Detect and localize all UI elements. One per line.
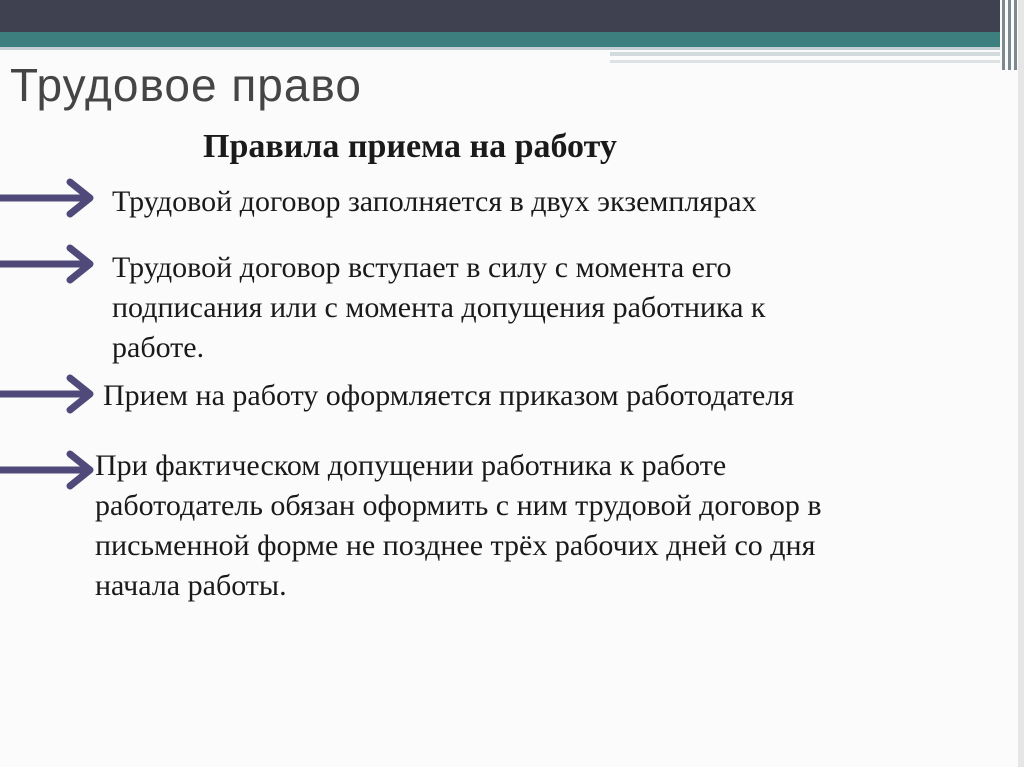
header-thin-line bbox=[0, 47, 1000, 50]
header-dark-band bbox=[0, 0, 1000, 32]
rule-item-3-line-1: Прием на работу оформляется приказом работодателя bbox=[103, 379, 795, 412]
slide-right-edge bbox=[1018, 0, 1024, 767]
rule-item-2 bbox=[112, 248, 765, 368]
rule-item-1 bbox=[112, 182, 757, 222]
arrow-right-icon bbox=[0, 374, 100, 414]
rule-item-1-line-1: Трудовой договор заполняется в двух экземплярах bbox=[112, 185, 757, 218]
rule-item-4 bbox=[95, 446, 822, 606]
rule-item-2-line-3: работе. bbox=[112, 331, 205, 364]
header-teal-band bbox=[0, 32, 1000, 47]
rule-item-2-line-1: Трудовой договор вступает в силу с момента его bbox=[112, 251, 732, 284]
header-accent-line bbox=[610, 52, 1000, 56]
arrow-right-icon bbox=[0, 450, 100, 490]
arrow-right-icon bbox=[0, 244, 100, 284]
rule-item-4-line-1: При фактическом допущении работника к работе bbox=[95, 449, 727, 482]
slide-title: Трудовое право bbox=[10, 59, 362, 111]
arrow-right-icon bbox=[0, 178, 100, 218]
slide-subtitle: Правила приема на работу bbox=[203, 128, 617, 165]
rule-item-4-line-2: работодатель обязан оформить с ним трудовой договор в bbox=[95, 489, 822, 522]
rule-item-4-line-3: письменной форме не позднее трёх рабочих дней со дня bbox=[95, 529, 816, 562]
rule-item-4-line-4: начала работы. bbox=[95, 569, 287, 602]
header-accent-line-2 bbox=[610, 60, 1000, 63]
rule-item-3 bbox=[103, 376, 794, 416]
rule-item-2-line-2: подписания или с момента допущения работника к bbox=[112, 291, 766, 324]
